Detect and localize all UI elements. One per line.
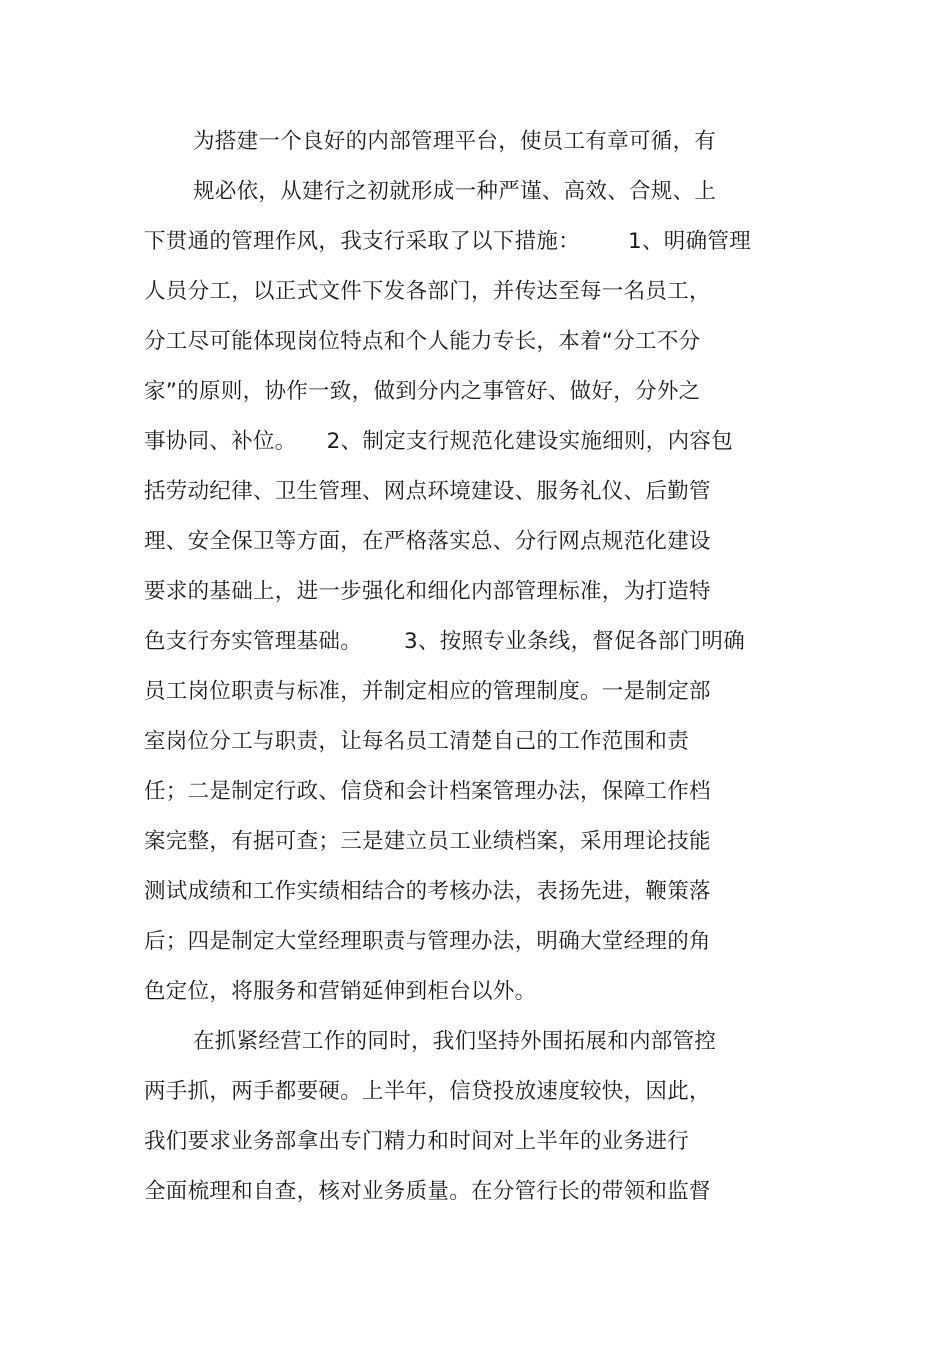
text-line: 为搭建一个良好的内部管理平台，使员工有章可循，有 <box>193 129 717 154</box>
text-line <box>144 627 745 657</box>
text-line: 理、安全保卫等方面，在严格落实总、分行网点规范化建设 <box>144 529 711 554</box>
text-line: 括劳动纪律、卫生管理、网点环境建设、服务礼仪、后勤管 <box>144 479 711 504</box>
text-line: 任；二是制定行政、信贷和会计档案管理办法，保障工作档 <box>144 779 711 804</box>
text-segment: 色支行夯实管理基础。 <box>144 629 363 654</box>
numbered-item-marker: 1、明确管理 <box>628 229 751 254</box>
text-line <box>144 427 733 457</box>
text-line: 室岗位分工与职责，让每名员工清楚自己的工作范围和责 <box>144 729 690 754</box>
text-line: 色定位，将服务和营销延伸到柜台以外。 <box>144 979 537 1004</box>
text-line: 后；四是制定大堂经理职责与管理办法，明确大堂经理的角 <box>144 929 711 954</box>
numbered-item-marker: 3、按照专业条线，督促各部门明确 <box>404 629 745 654</box>
text-line: 家”的原则，协作一致，做到分内之事管好、做好，分外之 <box>144 379 701 404</box>
text-segment: 事协同、补位。 <box>144 429 297 454</box>
text-line: 规必依，从建行之初就形成一种严谨、高效、合规、上 <box>193 179 717 204</box>
text-line <box>144 227 751 257</box>
text-line: 在抓紧经营工作的同时，我们坚持外围拓展和内部管控 <box>193 1029 717 1054</box>
text-line: 测试成绩和工作实绩相结合的考核办法，表扬先进，鞭策落 <box>144 879 711 904</box>
text-line: 全面梳理和自查，核对业务质量。在分管行长的带领和监督 <box>144 1179 711 1204</box>
text-line: 两手抓，两手都要硬。上半年，信贷投放速度较快，因此， <box>144 1079 711 1104</box>
text-line: 人员分工，以正式文件下发各部门，并传达至每一名员工， <box>144 279 711 304</box>
text-line: 我们要求业务部拿出专门精力和时间对上半年的业务进行 <box>144 1129 690 1154</box>
numbered-item-marker: 2、制定支行规范化建设实施细则，内容包 <box>326 429 733 454</box>
text-line: 员工岗位职责与标准，并制定相应的管理制度。一是制定部 <box>144 679 711 704</box>
text-line: 要求的基础上，进一步强化和细化内部管理标准，为打造特 <box>144 579 711 604</box>
text-line: 案完整，有据可查；三是建立员工业绩档案，采用理论技能 <box>144 829 711 854</box>
text-line: 分工尽可能体现岗位特点和个人能力专长，本着“分工不分 <box>144 329 701 354</box>
text-segment: 下贯通的管理作风，我支行采取了以下措施： <box>144 229 581 254</box>
